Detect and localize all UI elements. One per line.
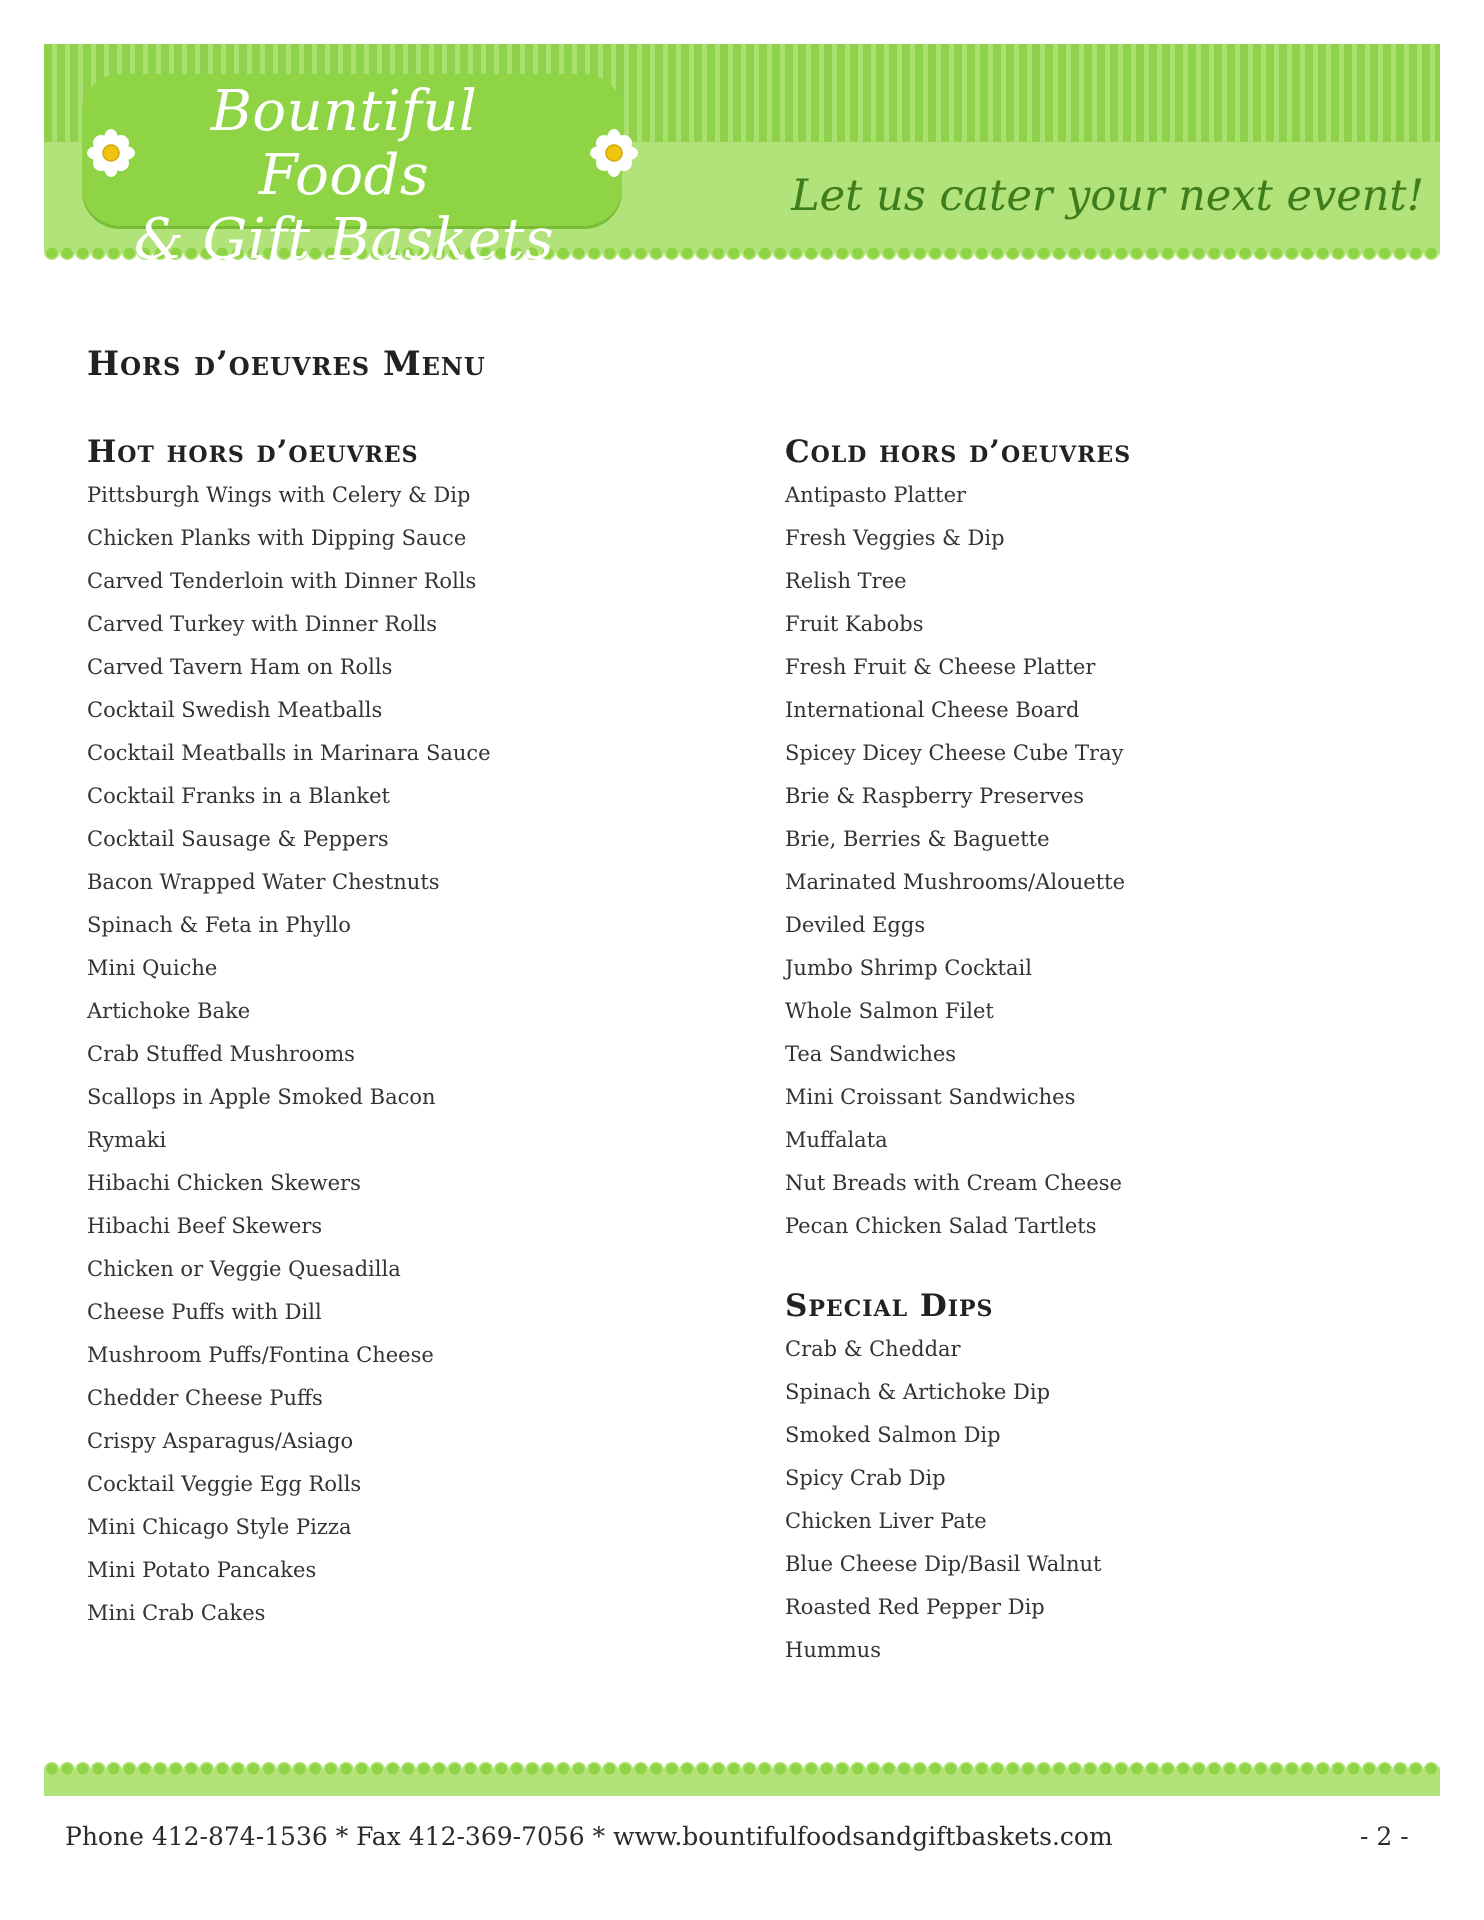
menu-item: Cocktail Sausage & Peppers <box>87 827 389 851</box>
logo-wordmark <box>124 80 564 272</box>
cold-item-list <box>785 474 1425 1248</box>
logo-line-2: & Gift Baskets <box>134 207 554 272</box>
menu-item: Mini Potato Pancakes <box>87 1558 317 1582</box>
menu-item: Scallops in Apple Smoked Bacon <box>87 1085 436 1109</box>
logo-line-1: Bountiful Foods <box>210 79 478 208</box>
cold-menu-column <box>785 430 1425 1672</box>
hot-section-heading: Hot hors d’oeuvres <box>87 434 419 470</box>
menu-item: Pittsburgh Wings with Celery & Dip <box>87 483 471 507</box>
menu-item: Marinated Mushrooms/Alouette <box>785 870 1126 894</box>
header-banner <box>44 44 1440 272</box>
menu-item: Chedder Cheese Puffs <box>87 1386 323 1410</box>
menu-item: Crab Stuffed Mushrooms <box>87 1042 355 1066</box>
menu-item: Fresh Fruit & Cheese Platter <box>785 655 1096 679</box>
menu-item: Blue Cheese Dip/Basil Walnut <box>785 1552 1102 1576</box>
dips-section-heading: Special Dips <box>785 1288 994 1324</box>
menu-item: Rymaki <box>87 1128 167 1152</box>
menu-item: Jumbo Shrimp Cocktail <box>785 956 1032 980</box>
menu-item: Hibachi Chicken Skewers <box>87 1171 361 1195</box>
menu-item: Antipasto Platter <box>785 483 967 507</box>
menu-item: Fruit Kabobs <box>785 612 924 636</box>
menu-item: Mushroom Puffs/Fontina Cheese <box>87 1343 434 1367</box>
hot-menu-column <box>87 430 727 1635</box>
menu-item: Brie, Berries & Baguette <box>785 827 1050 851</box>
menu-item: Muffalata <box>785 1128 888 1152</box>
menu-item: Crispy Asparagus/Asiago <box>87 1429 354 1453</box>
footer-band-fill <box>44 1776 1440 1796</box>
menu-item: Mini Chicago Style Pizza <box>87 1515 352 1539</box>
hot-item-list <box>87 474 727 1635</box>
menu-item: Bacon Wrapped Water Chestnuts <box>87 870 440 894</box>
menu-item: Hummus <box>785 1638 881 1662</box>
menu-item: Spicy Crab Dip <box>785 1466 946 1490</box>
menu-item: Pecan Chicken Salad Tartlets <box>785 1214 1097 1238</box>
menu-item: Carved Tenderloin with Dinner Rolls <box>87 569 477 593</box>
menu-item: Whole Salmon Filet <box>785 999 994 1023</box>
menu-item: Cheese Puffs with Dill <box>87 1300 322 1324</box>
menu-item: Crab & Cheddar <box>785 1337 961 1361</box>
menu-item: Hibachi Beef Skewers <box>87 1214 323 1238</box>
menu-item: Nut Breads with Cream Cheese <box>785 1171 1122 1195</box>
menu-item: Spicey Dicey Cheese Cube Tray <box>785 741 1124 765</box>
menu-item: Artichoke Bake <box>87 999 251 1023</box>
menu-item: Brie & Raspberry Preserves <box>785 784 1085 808</box>
dips-item-list <box>785 1328 1425 1672</box>
cold-section-heading: Cold hors d’oeuvres <box>785 434 1132 470</box>
page-title: Hors d’oeuvres Menu <box>87 344 486 384</box>
menu-item: International Cheese Board <box>785 698 1080 722</box>
menu-item: Carved Tavern Ham on Rolls <box>87 655 393 679</box>
menu-item: Mini Crab Cakes <box>87 1601 266 1625</box>
menu-item: Spinach & Feta in Phyllo <box>87 913 351 937</box>
menu-item: Cocktail Meatballs in Marinara Sauce <box>87 741 491 765</box>
menu-item: Chicken or Veggie Quesadilla <box>87 1257 401 1281</box>
menu-item: Roasted Red Pepper Dip <box>785 1595 1045 1619</box>
footer-contact-info: Phone 412-874-1536 * Fax 412-369-7056 * www.bountifulfoodsandgiftbaskets.com <box>65 1822 1113 1851</box>
footer-band <box>44 1760 1440 1796</box>
menu-item: Mini Quiche <box>87 956 218 980</box>
footer-scallop-border <box>44 1760 1440 1778</box>
menu-item: Chicken Liver Pate <box>785 1509 987 1533</box>
menu-item: Cocktail Veggie Egg Rolls <box>87 1472 362 1496</box>
menu-item: Relish Tree <box>785 569 907 593</box>
menu-item: Fresh Veggies & Dip <box>785 526 1005 550</box>
menu-item: Cocktail Franks in a Blanket <box>87 784 390 808</box>
menu-item: Spinach & Artichoke Dip <box>785 1380 1051 1404</box>
page-number: - 2 - <box>1360 1822 1409 1851</box>
menu-item: Chicken Planks with Dipping Sauce <box>87 526 467 550</box>
menu-item: Carved Turkey with Dinner Rolls <box>87 612 438 636</box>
menu-item: Deviled Eggs <box>785 913 926 937</box>
menu-item: Tea Sandwiches <box>785 1042 957 1066</box>
daisy-icon <box>589 128 639 178</box>
menu-item: Smoked Salmon Dip <box>785 1423 1001 1447</box>
tagline: Let us cater your next event! <box>791 171 1424 221</box>
menu-item: Cocktail Swedish Meatballs <box>87 698 383 722</box>
menu-item: Mini Croissant Sandwiches <box>785 1085 1076 1109</box>
